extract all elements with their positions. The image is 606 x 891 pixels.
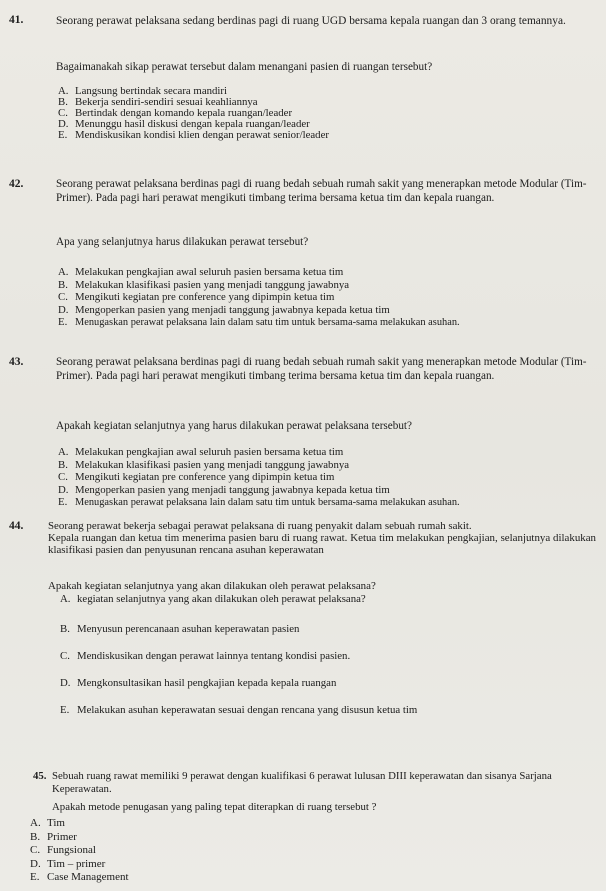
question-stem: Seorang perawat pelaksana berdinas pagi di ruang bedah sebuah rumah sakit yang menerapkan metode Modular (Tim-Primer). Pada pagi hari perawat mengikuti timbang terima bersama ketua tim dan kepala ruangan. <box>56 178 587 204</box>
question-number: 42. <box>9 178 24 190</box>
question-stem: Seorang perawat pelaksana berdinas pagi di ruang bedah sebuah rumah sakit yang menerapkan metode Modular (Tim-Primer). Pada pagi hari perawat mengikuti timbang terima bersama ketua tim dan kepala ruangan. <box>56 356 587 382</box>
option-list <box>58 446 460 510</box>
option-a[interactable]: A. Tim <box>30 817 65 829</box>
question-prompt: Apakah metode penugasan yang paling tepat diterapkan di ruang tersebut ? <box>52 801 377 813</box>
option-a[interactable]: A. kegiatan selanjutnya yang akan dilakukan oleh perawat pelaksana? <box>60 593 366 605</box>
option-c[interactable]: C. Fungsional <box>30 844 96 856</box>
question-stem: Seorang perawat pelaksana sedang berdinas pagi di ruang UGD bersama kepala ruangan dan 3 orang temannya. <box>56 15 566 27</box>
option-a[interactable]: A. Melakukan pengkajian awal seluruh pasien bersama ketua tim <box>58 446 344 458</box>
option-list <box>30 817 129 885</box>
option-d[interactable]: D. Menunggu hasil diskusi dengan kepala ruangan/leader <box>58 118 310 130</box>
question-stem <box>48 520 596 556</box>
option-b[interactable]: B. Melakukan klasifikasi pasien yang menjadi tanggung jawabnya <box>58 278 350 291</box>
option-d[interactable]: D. Mengoperkan pasien yang menjadi tanggung jawabnya kepada ketua tim <box>58 303 390 316</box>
option-e[interactable]: E. Mendiskusikan kondisi klien dengan perawat senior/leader <box>58 129 329 141</box>
question-number: 41. <box>9 14 24 26</box>
option-c[interactable]: C. Bertindak dengan komando kepala ruangan/leader <box>58 107 293 119</box>
option-e[interactable]: E. Menugaskan perawat pelaksana lain dalam satu tim untuk bersama-sama melakukan asuhan. <box>58 496 460 509</box>
question-prompt: Apakah kegiatan selanjutnya yang akan dilakukan oleh perawat pelaksana? <box>48 580 376 592</box>
option-d[interactable]: D. Tim – primer <box>30 857 106 870</box>
option-e[interactable]: E. Menugaskan perawat pelaksana lain dalam satu tim untuk bersama-sama melakukan asuhan. <box>58 316 460 329</box>
question-number: 44. <box>9 520 24 532</box>
option-e[interactable]: E. Case Management <box>30 871 129 883</box>
question-prompt: Bagaimanakah sikap perawat tersebut dalam menangani pasien di ruangan tersebut? <box>56 61 433 73</box>
option-b[interactable]: B. Bekerja sendiri-sendiri sesuai keahliannya <box>58 96 258 108</box>
option-d[interactable]: D. Mengkonsultasikan hasil pengkajian kepada kepala ruangan <box>60 677 337 689</box>
question-prompt: Apa yang selanjutnya harus dilakukan perawat tersebut? <box>56 236 309 248</box>
option-list <box>60 593 417 731</box>
option-c[interactable]: C. Mengikuti kegiatan pre conference yang dipimpin ketua tim <box>58 291 335 304</box>
stem-line-1: Seorang perawat bekerja sebagai perawat pelaksana di ruang penyakit dalam sebuah rumah sakit. <box>48 520 472 532</box>
question-prompt: Apakah kegiatan selanjutnya yang harus dilakukan perawat pelaksana tersebut? <box>56 420 412 432</box>
option-b[interactable]: B. Melakukan klasifikasi pasien yang menjadi tanggung jawabnya <box>58 458 350 471</box>
stem-line-2: Kepala ruangan dan ketua tim menerima pasien baru di ruang rawat. Ketua tim melakukan pengkajian, selanjutnya dilakukan klasifikasi pasien dan penyusunan rencana asuhan keperawatan <box>48 532 596 556</box>
question-number: 45. <box>33 770 47 782</box>
question-stem: Sebuah ruang rawat memiliki 9 perawat dengan kualifikasi 6 perawat lulusan DIII keperawatan dan sisanya Sarjana Keperawatan. <box>52 770 552 795</box>
option-a[interactable]: A. Langsung bertindak secara mandiri <box>58 85 227 97</box>
question-number: 43. <box>9 356 24 368</box>
option-b[interactable]: B. Menyusun perencanaan asuhan keperawatan pasien <box>60 623 300 635</box>
option-c[interactable]: C. Mengikuti kegiatan pre conference yang dipimpin ketua tim <box>58 471 335 484</box>
option-list <box>58 266 460 330</box>
option-e[interactable]: E. Melakukan asuhan keperawatan sesuai dengan rencana yang disusun ketua tim <box>60 704 418 716</box>
option-b[interactable]: B. Primer <box>30 830 77 843</box>
option-d[interactable]: D. Mengoperkan pasien yang menjadi tanggung jawabnya kepada ketua tim <box>58 483 390 496</box>
option-c[interactable]: C. Mendiskusikan dengan perawat lainnya tentang kondisi pasien. <box>60 650 351 662</box>
option-a[interactable]: A. Melakukan pengkajian awal seluruh pasien bersama ketua tim <box>58 266 344 278</box>
option-list <box>58 86 329 141</box>
